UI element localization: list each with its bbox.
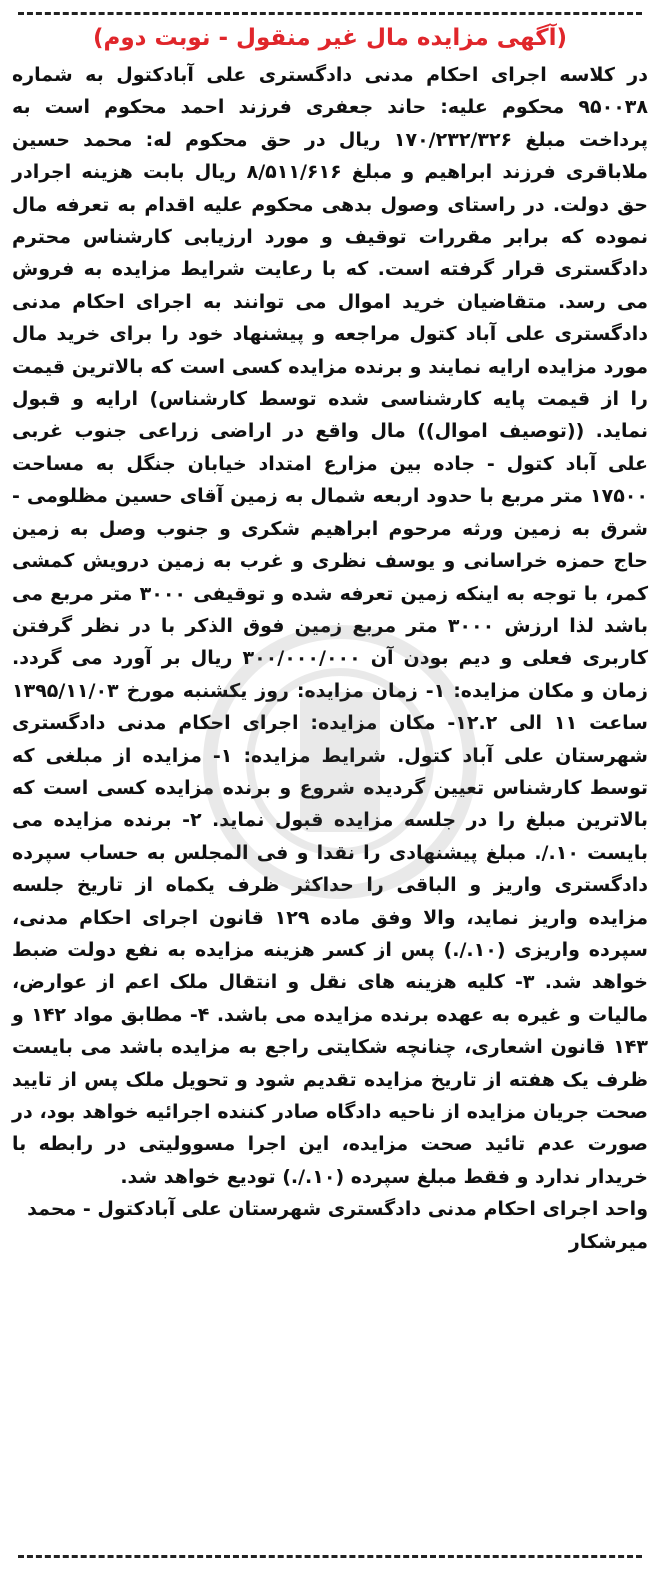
notice-signature: واحد اجرای احکام مدنی دادگستری شهرستان علی آبادکتول - محمد میرشکار bbox=[27, 1198, 648, 1253]
auction-notice bbox=[0, 12, 660, 1572]
bottom-dashed-rule bbox=[18, 1555, 642, 1558]
notice-title: (آگهی مزایده مال غیر منقول - نوبت دوم) bbox=[92, 25, 568, 51]
top-dashed-rule bbox=[18, 12, 642, 15]
notice-body: در کلاسه اجرای احکام مدنی دادگستری علی آبادکتول به شماره ۹۵۰۰۳۸ محکوم علیه: حاند جعفری فرزند احمد محکوم است به پرداخت مبلغ ۱۷۰/۲۳۲/۳۲۶ ریال در حق محکوم له: محمد حسین ملاباقری فرزند ابراهیم و مبلغ ۸/۵۱۱/۶۱۶ ریال بابت هزینه اجرادر حق دولت. در راستای وصول بدهی محکوم علیه اقدام به تعرفه مال نموده که برابر مقررات توقیف و مورد ارزیابی کارشناس محترم دادگستری قرار گرفته است. که با رعایت شرایط مزایده به فروش می رسد. متقاضیان خرید اموال می توانند به اجرای احکام مدنی دادگستری علی آباد کتول مراجعه و پیشنهاد خود را برای خرید مال مورد مزایده ارایه نمایند و برنده مزایده کسی است که بالاترین قیمت را از قیمت پایه کارشناسی شده توسط کارشناس) ارایه و قبول نماید. ((توصیف اموال)) مال واقع در اراضی زراعی جنوب غربی علی آباد کتول - جاده بین مزارع امتداد خیابان جنگل به مساحت ۱۷۵۰۰ متر مربع با حدود اربعه شمال به زمین آقای حسین مظلومی - شرق به زمین ورثه مرحوم ابراهیم شکری و جنوب وصل به زمین حاج حمزه خراسانی و یوسف نظری و غرب به زمین درویش کمشی کمر، با توجه به اینکه زمین تعرفه شده و توقیفی ۳۰۰۰ متر مربع می باشد لذا ارزش ۳۰۰۰ متر مربع زمین فوق الذکر با در نظر گرفتن کاربری فعلی و دیم بودن آن ۳۰۰/۰۰۰/۰۰۰ ریال بر آورد می گردد. زمان و مکان مزایده: ۱- زمان مزایده: روز یکشنبه مورخ ۱۳۹۵/۱۱/۰۳ ساعت ۱۱ الی ۱۲.۲- مکان مزایده: اجرای احکام مدنی دادگستری شهرستان علی آباد کتول. شرایط مزایده: ۱- مزایده از مبلغی که توسط کارشناس تعیین گردیده شروع و برنده مزایده کسی است که بالاترین مبلغ را در جلسه مزایده قبول نماید. ۲- برنده مزایده می بایست ۱۰./. مبلغ پیشنهادی را نقدا و فی المجلس به حساب سپرده دادگستری واریز و الباقی را حداکثر ظرف یکماه از تاریخ جلسه مزایده واریز نماید، والا وفق ماده ۱۲۹ قانون اجرای احکام مدنی، سپرده واریزی (۱۰./.) پس از کسر هزینه مزایده به نفع دولت ضبط خواهد شد. ۳- کلیه هزینه های نقل و انتقال ملک اعم از عوارض، مالیات و غیره به عهده برنده مزایده می باشد. ۴- مطابق مواد ۱۴۲ و ۱۴۳ قانون اشعاری، چنانچه شکایتی راجع به مزایده باشد می بایست ظرف یک هفته از تاریخ مزایده تقدیم شود و تحویل ملک پس از تایید صحت جریان مزایده از ناحیه دادگاه صادر کننده اجرائیه خواهد بود، در صورت عدم تائید صحت مزایده، این اجرا مسوولیتی در رابطه با خریدار ندارد و فقط مبلغ سپرده (۱۰./.) تودیع خواهد شد. bbox=[12, 64, 648, 1188]
